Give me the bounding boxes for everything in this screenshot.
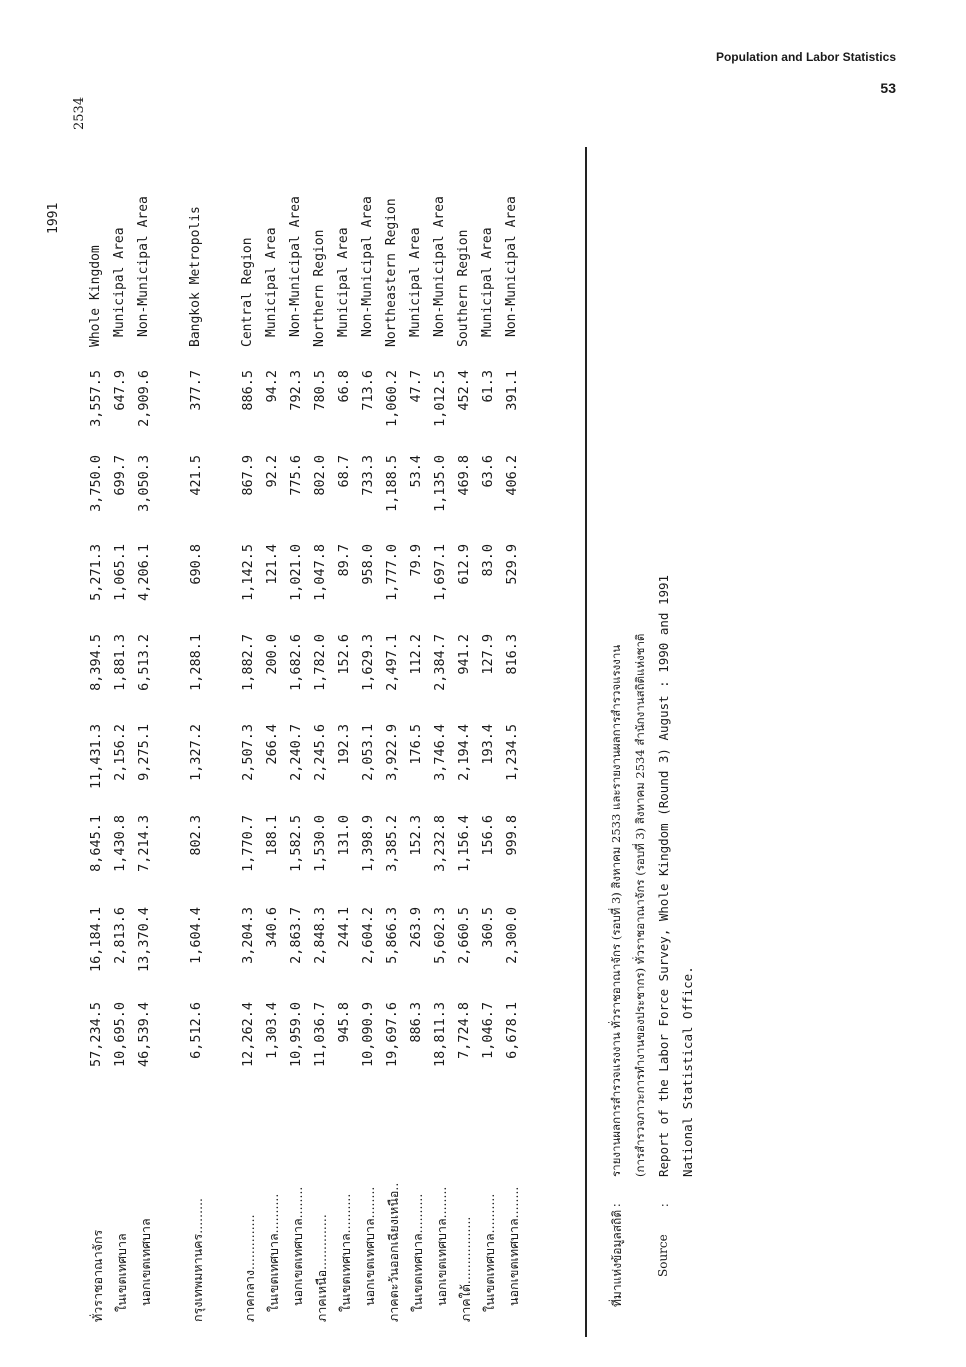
row-label-thai: ในเขตเทศบาล bbox=[114, 1233, 129, 1312]
cell-value: 9,275.1 bbox=[136, 724, 152, 781]
cell-value: 61.3 bbox=[480, 370, 496, 403]
cell-value: 1,629.3 bbox=[360, 634, 376, 691]
cell-value: 2,156.2 bbox=[112, 724, 128, 781]
cell-value: 2,848.3 bbox=[312, 907, 328, 964]
cell-value: 10,695.0 bbox=[112, 1002, 128, 1068]
table-row bbox=[264, 22, 286, 1322]
row-label-thai: ในเขตเทศบาล.......... bbox=[482, 1193, 497, 1312]
cell-value: 1,604.4 bbox=[188, 907, 204, 964]
cell-value: 6,513.2 bbox=[136, 634, 152, 691]
cell-value: 1,882.7 bbox=[240, 634, 256, 691]
cell-value: 2,604.2 bbox=[360, 907, 376, 964]
cell-value: 3,050.3 bbox=[136, 455, 152, 512]
cell-value: 1,582.5 bbox=[288, 815, 304, 872]
row-label-english: Municipal Area bbox=[408, 227, 423, 337]
cell-value: 775.6 bbox=[288, 455, 304, 496]
row-label-thai: ในเขตเทศบาล.......... bbox=[266, 1193, 281, 1312]
cell-value: 3,746.4 bbox=[432, 724, 448, 781]
row-label-english: Municipal Area bbox=[336, 227, 351, 337]
row-label-english: Northeastern Region bbox=[384, 198, 399, 347]
cell-value: 121.4 bbox=[264, 544, 280, 585]
row-label-thai: ภาคใต้................. bbox=[458, 1216, 473, 1322]
note-english-line-2 bbox=[680, 107, 704, 1307]
cell-value: 529.9 bbox=[504, 544, 520, 585]
row-label-english: Municipal Area bbox=[264, 227, 279, 337]
table-row bbox=[408, 22, 430, 1322]
cell-value: 2,053.1 bbox=[360, 724, 376, 781]
cell-value: 8,645.1 bbox=[88, 815, 104, 872]
cell-value: 1,012.5 bbox=[432, 370, 448, 427]
cell-value: 945.8 bbox=[336, 1002, 352, 1043]
cell-value: 1,047.8 bbox=[312, 544, 328, 601]
cell-value: 612.9 bbox=[456, 544, 472, 585]
cell-value: 1,021.0 bbox=[288, 544, 304, 601]
cell-value: 68.7 bbox=[336, 455, 352, 488]
cell-value: 2,384.7 bbox=[432, 634, 448, 691]
table-row bbox=[112, 22, 134, 1322]
source-text-english-2: National Statistical Office. bbox=[680, 966, 695, 1177]
cell-value: 131.0 bbox=[336, 815, 352, 856]
cell-value: 6,512.6 bbox=[188, 1002, 204, 1059]
cell-value: 2,240.7 bbox=[288, 724, 304, 781]
table-row bbox=[384, 22, 406, 1322]
cell-value: 886.5 bbox=[240, 370, 256, 411]
source-text-thai-1: รายงานผลการสำรวจแรงงาน ทั่วราชอาณาจักร (รอบที่ 3) สิงหาคม 2533 และรายงานผลการสำรวจแรงงาน bbox=[609, 644, 623, 1177]
cell-value: 1,881.3 bbox=[112, 634, 128, 691]
cell-value: 152.3 bbox=[408, 815, 424, 856]
row-label-thai: นอกเขตเทศบาล........ bbox=[506, 1186, 521, 1306]
table-row bbox=[312, 22, 334, 1322]
cell-value: 406.2 bbox=[504, 455, 520, 496]
row-label-english: Non-Municipal Area bbox=[360, 196, 375, 337]
row-label-thai: ภาคกลาง.............. bbox=[242, 1214, 257, 1322]
cell-value: 999.8 bbox=[504, 815, 520, 856]
cell-value: 1,697.1 bbox=[432, 544, 448, 601]
table-row bbox=[480, 22, 502, 1322]
cell-value: 2,194.4 bbox=[456, 724, 472, 781]
cell-value: 193.4 bbox=[480, 724, 496, 765]
cell-value: 1,135.0 bbox=[432, 455, 448, 512]
cell-value: 192.3 bbox=[336, 724, 352, 765]
cell-value: 16,184.1 bbox=[88, 907, 104, 973]
cell-value: 1,060.2 bbox=[384, 370, 400, 427]
cell-value: 8,394.5 bbox=[88, 634, 104, 691]
cell-value: 886.3 bbox=[408, 1002, 424, 1043]
source-notes bbox=[608, 107, 704, 1307]
cell-value: 18,811.3 bbox=[432, 1002, 448, 1068]
cell-value: 3,922.9 bbox=[384, 724, 400, 781]
colon: : bbox=[608, 1203, 623, 1207]
cell-value: 3,232.8 bbox=[432, 815, 448, 872]
cell-value: 340.6 bbox=[264, 907, 280, 948]
cell-value: 11,036.7 bbox=[312, 1002, 328, 1068]
cell-value: 47.7 bbox=[408, 370, 424, 403]
cell-value: 5,271.3 bbox=[88, 544, 104, 601]
cell-value: 5,602.3 bbox=[432, 907, 448, 964]
row-label-english: Central Region bbox=[240, 237, 255, 347]
cell-value: 200.0 bbox=[264, 634, 280, 675]
cell-value: 3,557.5 bbox=[88, 370, 104, 427]
row-label-english: Municipal Area bbox=[480, 227, 495, 337]
cell-value: 263.9 bbox=[408, 907, 424, 948]
cell-value: 391.1 bbox=[504, 370, 520, 411]
row-label-english: Southern Region bbox=[456, 229, 471, 347]
cell-value: 2,813.6 bbox=[112, 907, 128, 964]
cell-value: 3,204.3 bbox=[240, 907, 256, 964]
cell-value: 89.7 bbox=[336, 544, 352, 577]
cell-value: 469.8 bbox=[456, 455, 472, 496]
row-label-english: Non-Municipal Area bbox=[432, 196, 447, 337]
table-row bbox=[432, 22, 454, 1322]
row-label-thai: ทั่วราชอาณาจักร bbox=[90, 1229, 105, 1322]
cell-value: 46,539.4 bbox=[136, 1002, 152, 1068]
cell-value: 4,206.1 bbox=[136, 544, 152, 601]
cell-value: 2,245.6 bbox=[312, 724, 328, 781]
row-label-english: Municipal Area bbox=[112, 227, 127, 337]
cell-value: 452.4 bbox=[456, 370, 472, 411]
cell-value: 421.5 bbox=[188, 455, 204, 496]
row-label-english: Non-Municipal Area bbox=[504, 196, 519, 337]
source-label-english: Source bbox=[656, 1234, 670, 1277]
cell-value: 802.0 bbox=[312, 455, 328, 496]
cell-value: 792.3 bbox=[288, 370, 304, 411]
cell-value: 733.3 bbox=[360, 455, 376, 496]
cell-value: 10,959.0 bbox=[288, 1002, 304, 1068]
cell-value: 152.6 bbox=[336, 634, 352, 675]
cell-value: 57,234.5 bbox=[88, 1002, 104, 1068]
cell-value: 1,530.0 bbox=[312, 815, 328, 872]
cell-value: 156.6 bbox=[480, 815, 496, 856]
cell-value: 802.3 bbox=[188, 815, 204, 856]
cell-value: 10,090.9 bbox=[360, 1002, 376, 1068]
cell-value: 1,288.1 bbox=[188, 634, 204, 691]
english-year-label: 1991 bbox=[46, 202, 61, 234]
cell-value: 1,065.1 bbox=[112, 544, 128, 601]
page-number: 53 bbox=[880, 80, 896, 96]
cell-value: 3,385.2 bbox=[384, 815, 400, 872]
table-row bbox=[88, 22, 110, 1322]
cell-value: 867.9 bbox=[240, 455, 256, 496]
cell-value: 1,156.4 bbox=[456, 815, 472, 872]
cell-value: 13,370.4 bbox=[136, 907, 152, 973]
cell-value: 79.9 bbox=[408, 544, 424, 577]
cell-value: 1,682.6 bbox=[288, 634, 304, 691]
cell-value: 780.5 bbox=[312, 370, 328, 411]
cell-value: 7,214.3 bbox=[136, 815, 152, 872]
cell-value: 3,750.0 bbox=[88, 455, 104, 512]
cell-value: 816.3 bbox=[504, 634, 520, 675]
row-label-thai: ภาคตะวันออกเฉียงเหนือ.. bbox=[386, 1182, 401, 1322]
row-label-english: Bangkok Metropolis bbox=[188, 206, 203, 347]
row-label-thai: ในเขตเทศบาล.......... bbox=[410, 1193, 425, 1312]
running-header-title: Population and Labor Statistics bbox=[715, 50, 896, 64]
cell-value: 713.6 bbox=[360, 370, 376, 411]
cell-value: 2,497.1 bbox=[384, 634, 400, 691]
cell-value: 1,188.5 bbox=[384, 455, 400, 512]
cell-value: 2,300.0 bbox=[504, 907, 520, 964]
row-label-thai: กรุงเทพมหานคร......... bbox=[190, 1197, 205, 1322]
row-label-thai: ภาคเหนือ.............. bbox=[314, 1214, 329, 1322]
row-label-english: Whole Kingdom bbox=[88, 245, 103, 347]
cell-value: 2,863.7 bbox=[288, 907, 304, 964]
cell-value: 53.4 bbox=[408, 455, 424, 488]
cell-value: 699.7 bbox=[112, 455, 128, 496]
table-bottom-rule bbox=[585, 147, 587, 1337]
cell-value: 690.8 bbox=[188, 544, 204, 585]
cell-value: 647.9 bbox=[112, 370, 128, 411]
cell-value: 266.4 bbox=[264, 724, 280, 765]
table-row bbox=[336, 22, 358, 1322]
cell-value: 941.2 bbox=[456, 634, 472, 675]
table-row bbox=[456, 22, 478, 1322]
thai-year-label: 2534 bbox=[72, 96, 87, 130]
cell-value: 1,303.4 bbox=[264, 1002, 280, 1059]
cell-value: 2,909.6 bbox=[136, 370, 152, 427]
row-label-thai: ในเขตเทศบาล.......... bbox=[338, 1193, 353, 1312]
cell-value: 127.9 bbox=[480, 634, 496, 675]
cell-value: 6,678.1 bbox=[504, 1002, 520, 1059]
table-row bbox=[360, 22, 382, 1322]
cell-value: 1,782.0 bbox=[312, 634, 328, 691]
cell-value: 2,660.5 bbox=[456, 907, 472, 964]
cell-value: 176.5 bbox=[408, 724, 424, 765]
cell-value: 2,507.3 bbox=[240, 724, 256, 781]
cell-value: 5,866.3 bbox=[384, 907, 400, 964]
cell-value: 66.8 bbox=[336, 370, 352, 403]
source-text-thai-2: (การสำรวจภาวะการทำงานของประชากร) ทั่วราชอาณาจักร (รอบที่ 3) สิงหาคม 2534 สำนักงานสถิติแห่งชาติ bbox=[633, 633, 647, 1177]
cell-value: 1,234.5 bbox=[504, 724, 520, 781]
row-label-english: Northern Region bbox=[312, 229, 327, 347]
source-text-english-1: Report of the Labor Force Survey, Whole Kingdom (Round 3) August : 1990 and 1991 bbox=[656, 574, 671, 1177]
row-label-english: Non-Municipal Area bbox=[136, 196, 151, 337]
table-row bbox=[188, 22, 210, 1322]
cell-value: 360.5 bbox=[480, 907, 496, 948]
note-english-line-1 bbox=[656, 107, 680, 1307]
row-label-thai: นอกเขตเทศบาล........ bbox=[362, 1186, 377, 1306]
cell-value: 63.6 bbox=[480, 455, 496, 488]
cell-value: 244.1 bbox=[336, 907, 352, 948]
cell-value: 1,327.2 bbox=[188, 724, 204, 781]
row-label-english: Non-Municipal Area bbox=[288, 196, 303, 337]
table-row bbox=[136, 22, 158, 1322]
cell-value: 1,142.5 bbox=[240, 544, 256, 601]
cell-value: 94.2 bbox=[264, 370, 280, 403]
row-label-thai: นอกเขตเทศบาล........ bbox=[434, 1186, 449, 1306]
note-thai-line-1 bbox=[608, 107, 632, 1307]
cell-value: 19,697.6 bbox=[384, 1002, 400, 1068]
cell-value: 1,777.0 bbox=[384, 544, 400, 601]
cell-value: 188.1 bbox=[264, 815, 280, 856]
source-label-thai: ที่มาแห่งข้อมูลสถิติ bbox=[610, 1209, 624, 1307]
cell-value: 1,770.7 bbox=[240, 815, 256, 872]
cell-value: 83.0 bbox=[480, 544, 496, 577]
cell-value: 1,046.7 bbox=[480, 1002, 496, 1059]
cell-value: 1,398.9 bbox=[360, 815, 376, 872]
colon: : bbox=[656, 1203, 671, 1207]
note-thai-line-2 bbox=[632, 107, 656, 1307]
row-label-thai: นอกเขตเทศบาล........ bbox=[290, 1186, 305, 1306]
cell-value: 377.7 bbox=[188, 370, 204, 411]
cell-value: 112.2 bbox=[408, 634, 424, 675]
cell-value: 7,724.8 bbox=[456, 1002, 472, 1059]
table-row bbox=[288, 22, 310, 1322]
table-row bbox=[240, 22, 262, 1322]
cell-value: 958.0 bbox=[360, 544, 376, 585]
cell-value: 1,430.8 bbox=[112, 815, 128, 872]
cell-value: 11,431.3 bbox=[88, 724, 104, 790]
cell-value: 12,262.4 bbox=[240, 1002, 256, 1068]
cell-value: 92.2 bbox=[264, 455, 280, 488]
table-row bbox=[504, 22, 526, 1322]
row-label-thai: นอกเขตเทศบาล bbox=[138, 1218, 153, 1306]
